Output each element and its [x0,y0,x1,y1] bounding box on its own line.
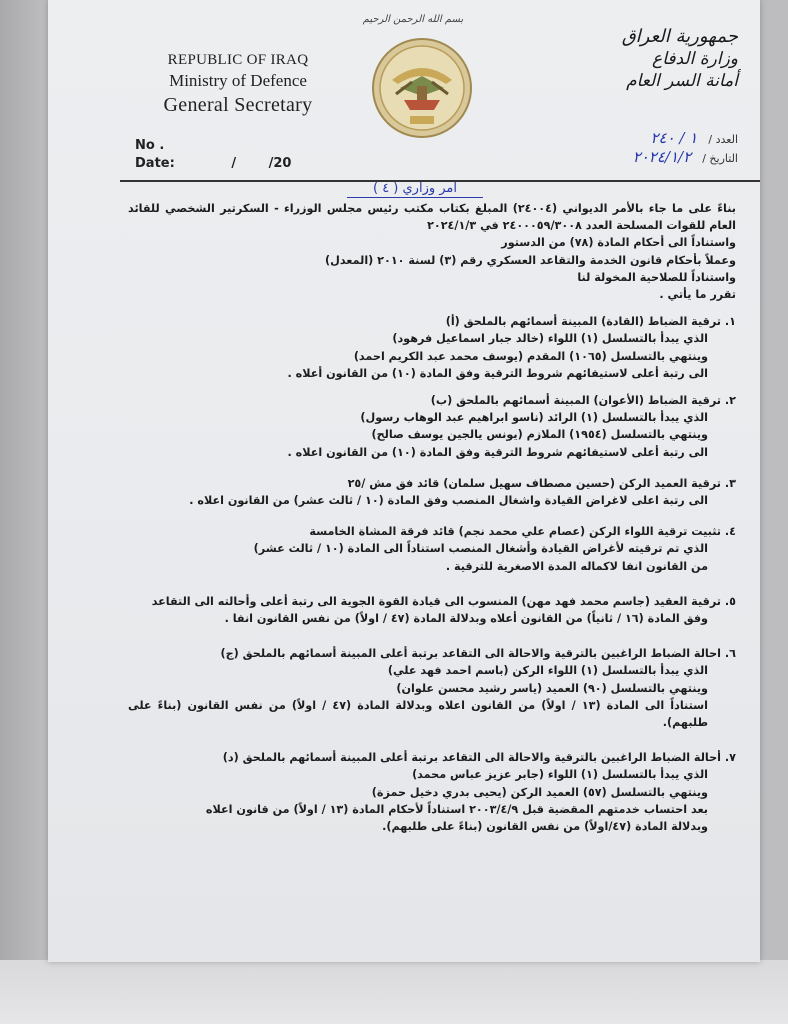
ref-date-value: ٢٠٢٤/١/٢ [632,148,692,166]
item-line: الذي يبدأ بالتسلسل (١) الرائد (ناسو ابراهيم عبد الوهاب رسول) [360,411,708,425]
country-name-ar: جمهورية العراق [621,26,738,47]
item-line: وفق المادة (١٦ / ثانياً) من القانون أعلاه وبدلالة المادة (٤٧ / اولاً) من نفس القانون انفا . [224,612,708,626]
order-item-7 [128,749,736,835]
ref-number-value: ١ / ٢٤٠ [650,129,698,147]
number-field: No . [135,138,165,153]
order-item-2 [128,392,736,461]
english-letterhead [128,52,348,117]
secretariat-name-ar: أمانة السر العام [626,71,738,91]
preamble-line: واستناداً الى أحكام المادة (٧٨) من الدستور [501,236,736,250]
ministry-emblem-icon [370,36,474,140]
item-line: وبدلالة المادة (٤٧/اولاً) من نفس القانون (بناءً على طلبهم). [382,820,708,834]
order-item-1 [128,313,736,382]
order-item-3 [128,475,736,509]
order-item-6 [128,645,736,731]
arabic-letterhead [548,26,738,91]
item-line: ٤. تثبيت ترقية اللواء الركن (عصام علي محمد نجم) قائد فرقة المشاة الخامسة [309,525,736,539]
preamble-line: بناءً على ما جاء بالأمر الديواني (٢٤٠٠٤) المبلغ بكتاب مكتب رئيس مجلس الوزراء - السكرتير الشخصي للقائد العام للقوات المسلحة العدد ٢٤٠٠٠٥٩/٣٠٠٨ في ٢٠٢٤/١/٣ [128,202,736,233]
ministry-name-ar: وزارة الدفاع [652,49,738,69]
item-line: الذي يبدأ بالتسلسل (١) اللواء (جابر عزيز عباس محمد) [412,768,708,782]
item-line: ١. ترقية الضباط (القادة) المبينة أسمائهم بالملحق (أ) [445,315,736,329]
date-label: Date: [135,156,175,171]
item-line: ٧. أحالة الضباط الراغبين بالترقية والاحالة الى التقاعد برتبة أعلى المبينة أسمائهم بالملحق (د) [222,751,736,765]
item-line: وينتهي بالتسلسل (٥٧) العميد الركن (يحيى بدري دخيل حمزة) [371,785,708,799]
item-line: الذي يبدأ بالتسلسل (١) اللواء الركن (باسم احمد فهد علي) [387,664,708,678]
order-item-4 [128,523,736,575]
item-line: ٥. ترقية العقيد (جاسم محمد فهد مهن) المنسوب الى قيادة القوة الجوية الى رتبة أعلى وأحالته الى التقاعد [151,594,736,608]
order-title-text: امر وزاري ( ٤ ) [347,181,483,198]
ref-date-label: التاريخ / [702,152,738,165]
document-page [48,0,760,962]
item-line: ٣. ترقية العميد الركن (حسين مصطاف سهيل سلمان) قائد فق مش /٢٥ [347,476,736,490]
item-line: من القانون انفا لاكماله المدة الاصغرية للترقية . [445,559,708,573]
order-item-5 [128,593,736,627]
reference-block [538,128,738,166]
item-line: وينتهي بالتسلسل (١٩٥٤) الملازم (يونس يالجين يوسف صالح) [371,428,708,442]
item-line: وينتهي بالتسلسل (١٠٦٥) المقدم (يوسف محمد عبد الكريم احمد) [353,349,708,363]
country-name-en: REPUBLIC OF IRAQ [167,52,309,68]
item-line: ٢. ترقية الضباط (الأعوان) المبينة أسمائهم بالملحق (ب) [430,394,736,408]
background-bottom [0,960,788,1024]
date-separator: / [231,156,237,171]
item-line: بعد احتساب خدمتهم المقضية قبل ٢٠٠٣/٤/٩ استناداً لأحكام المادة (١٣ / اولاً) من قانون اعلاه [205,802,708,816]
item-line: الذي تم ترقيته لأغراض القيادة وأشغال المنصب استناداً الى المادة (١٠ / ثالث عشر) [253,542,708,556]
item-line: الى رتبة أعلى لاستيفائهم شروط الترقية وفق المادة (١٠) من القانون أعلاه . [287,366,708,380]
date-year: /20 [268,156,292,171]
item-line: استناداً الى المادة (١٣ / اولاً) من القانون اعلاه وبدلالة المادة (٤٧ / اولاً) من نفس القانون (بناءً على طلبهم). [128,698,709,730]
basmala: بسم الله الرحمن الرحيم [362,14,464,25]
item-line: وينتهي بالتسلسل (٩٠) العميد (ياسر رشيد محسن علوان) [396,681,708,695]
date-field [135,156,291,171]
order-title [340,181,490,196]
item-line: الى رتبة اعلى لاغراض القيادة واشغال المنصب وفق المادة (١٠ / ثالث عشر) من القانون اعلاه . [189,494,708,508]
preamble-line: واستناداً للصلاحية المخولة لنا [577,270,736,284]
item-line: ٦. احالة الضباط الراغبين بالترقية والاحالة الى التقاعد برتبة أعلى المبينة أسمائهم بالملحق (ج) [220,647,736,661]
ref-number-label: العدد / [708,133,738,146]
order-body [128,196,736,835]
ministry-name-en: Ministry of Defence [169,71,307,90]
preamble-line: تقرر ما يأتي . [659,288,736,302]
preamble-line: وعملاً بأحكام قانون الخدمة والتقاعد العسكري رقم (٣) لسنة ٢٠١٠ (المعدل) [325,253,736,267]
secretariat-name-en: General Secretary [163,94,313,116]
item-line: الى رتبة أعلى لاستيفائهم شروط الترقية وفق المادة (١٠) من القانون اعلاه . [287,445,708,459]
item-line: الذي يبدأ بالتسلسل (١) اللواء (خالد جبار اسماعيل فرهود) [392,332,708,346]
